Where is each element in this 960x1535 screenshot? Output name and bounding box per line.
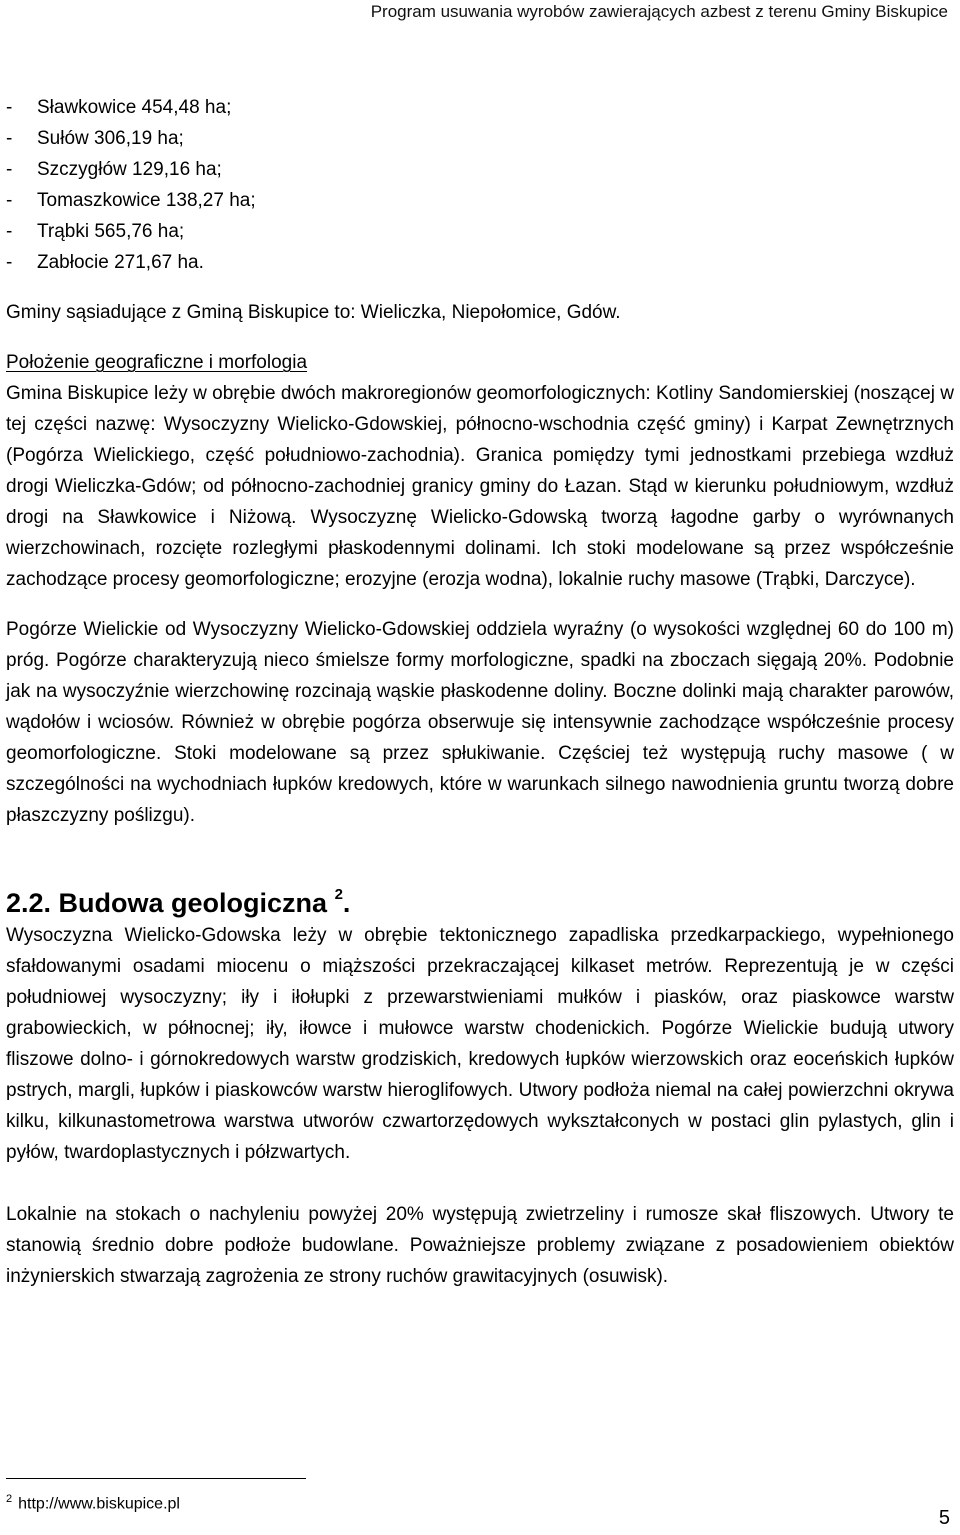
geography-heading: Położenie geograficzne i morfologia bbox=[6, 352, 308, 373]
list-dash: - bbox=[6, 128, 13, 149]
list-item bbox=[6, 92, 954, 123]
list-dash: - bbox=[6, 97, 13, 118]
list-item-text: Sułów 306,19 ha; bbox=[37, 128, 184, 149]
list-item bbox=[6, 216, 954, 247]
footnote-ref: 2 bbox=[334, 886, 343, 903]
footnote-number: 2 bbox=[6, 1493, 13, 1505]
geography-paragraph: Pogórze Wielickie od Wysoczyzny Wielicko-Gdowskiej oddziela wyraźny (o wysokości względnej 60 do 100 m) próg. Pogórze charakteryzują nieco śmielsze formy morfologiczne, spadki na zboczach sięgają 20%. Podobnie jak na wysoczyźnie wierzchowinę rozcinają wąskie płaskodenne doliny. Boczne dolinki mają charakter parowów, wądołów i wciosów. Również w obrębie pogórza obserwuje się intensywnie zachodzące współcześnie procesy geomorfologiczne. Stoki modelowane są przez spłukiwanie. Częściej też występują ruchy masowe ( w szczególności na wychodniach łupków kredowych, które w warunkach silnego nawodnienia gruntu tworzą dobre płaszczyzny poślizgu). bbox=[6, 619, 954, 826]
page-number: 5 bbox=[938, 1507, 950, 1529]
section-heading-text: 2.2. Budowa geologiczna bbox=[6, 888, 328, 918]
footnote-divider bbox=[6, 1478, 306, 1479]
village-list bbox=[6, 92, 954, 278]
list-dash: - bbox=[6, 252, 13, 273]
section-heading bbox=[6, 881, 954, 920]
list-item bbox=[6, 185, 954, 216]
list-item-text: Tomaszkowice 138,27 ha; bbox=[37, 190, 256, 211]
list-item-text: Sławkowice 454,48 ha; bbox=[37, 97, 232, 118]
list-item bbox=[6, 123, 954, 154]
list-dash: - bbox=[6, 221, 13, 242]
header-title: Program usuwania wyrobów zawierających azbest z terenu Gminy Biskupice bbox=[370, 2, 948, 21]
list-dash: - bbox=[6, 159, 13, 180]
footnote bbox=[6, 1488, 180, 1515]
list-item-text: Trąbki 565,76 ha; bbox=[37, 221, 185, 242]
neighbors-paragraph: Gminy sąsiadujące z Gminą Biskupice to: Wieliczka, Niepołomice, Gdów. bbox=[6, 302, 621, 323]
list-item-text: Szczygłów 129,16 ha; bbox=[37, 159, 222, 180]
page-content bbox=[6, 92, 954, 1292]
geography-paragraph: Gmina Biskupice leży w obrębie dwóch makroregionów geomorfologicznych: Kotliny Sandomierskiej (noszącej w tej części nazwę: Wysoczyzny Wielicko-Gdowskiej, północno-wschodnia część gminy) i Karpat Zewnętrznych (Pogórza Wielickiego, część południowo-zachodnia). Granica pomiędzy tymi jednostkami przebiega wzdłuż drogi Wieliczka-Gdów; od północno-zachodniej granicy gminy do Łazan. Stąd w kierunku południowym, wzdłuż drogi na Sławkowice i Niżową. Wysoczyznę Wielicko-Gdowską tworzą łagodne garby o wyrównanych wierzchowinach, rozcięte rozległymi płaskodennymi dolinami. Ich stoki modelowane są przez współcześnie zachodzące procesy geomorfologiczne; erozyjne (erozja wodna), lokalnie ruchy masowe (Trąbki, Darczyce). bbox=[6, 383, 954, 590]
section-heading-period: . bbox=[342, 888, 351, 918]
geology-paragraph: Lokalnie na stokach o nachyleniu powyżej 20% występują zwietrzeliny i rumosze skał fliszowych. Utwory te stanowią średnio dobre podłoże budowlane. Poważniejsze problemy związane z posadowieniem obiektów inżynierskich stwarzają zagrożenia ze strony ruchów grawitacyjnych (osuwisk). bbox=[6, 1204, 954, 1287]
footnote-link[interactable]: http://www.biskupice.pl bbox=[18, 1495, 180, 1513]
list-item bbox=[6, 247, 954, 278]
list-item-text: Zabłocie 271,67 ha. bbox=[37, 252, 204, 273]
page-header bbox=[0, 0, 960, 26]
list-dash: - bbox=[6, 190, 13, 211]
list-item bbox=[6, 154, 954, 185]
geology-paragraph: Wysoczyzna Wielicko-Gdowska leży w obrębie tektonicznego zapadliska przedkarpackiego, wypełnionego sfałdowanymi osadami miocenu o miąższości przekraczającej kilkaset metrów. Reprezentują je w części południowej wysoczyzny; iły i iłołupki z przewarstwieniami mułków i piasków, oraz piaskowce warstw grabowieckich, w północnej; iły, iłowce i mułowce warstw chodenickich. Pogórze Wielickie budują utwory fliszowe dolno- i górnokredowych warstw grodziskich, kredowych łupków wierzowskich oraz eoceńskich łupków pstrych, margli, łupków i piaskowców warstw hieroglifowych. Utwory podłoża niemal na całej powierzchni okrywa kilku, kilkunastometrowa warstwa utworów czwartorzędowych wykształconych w postaci glin pylastych, glin i pyłów, twardoplastycznych i półzwartych. bbox=[6, 925, 954, 1163]
